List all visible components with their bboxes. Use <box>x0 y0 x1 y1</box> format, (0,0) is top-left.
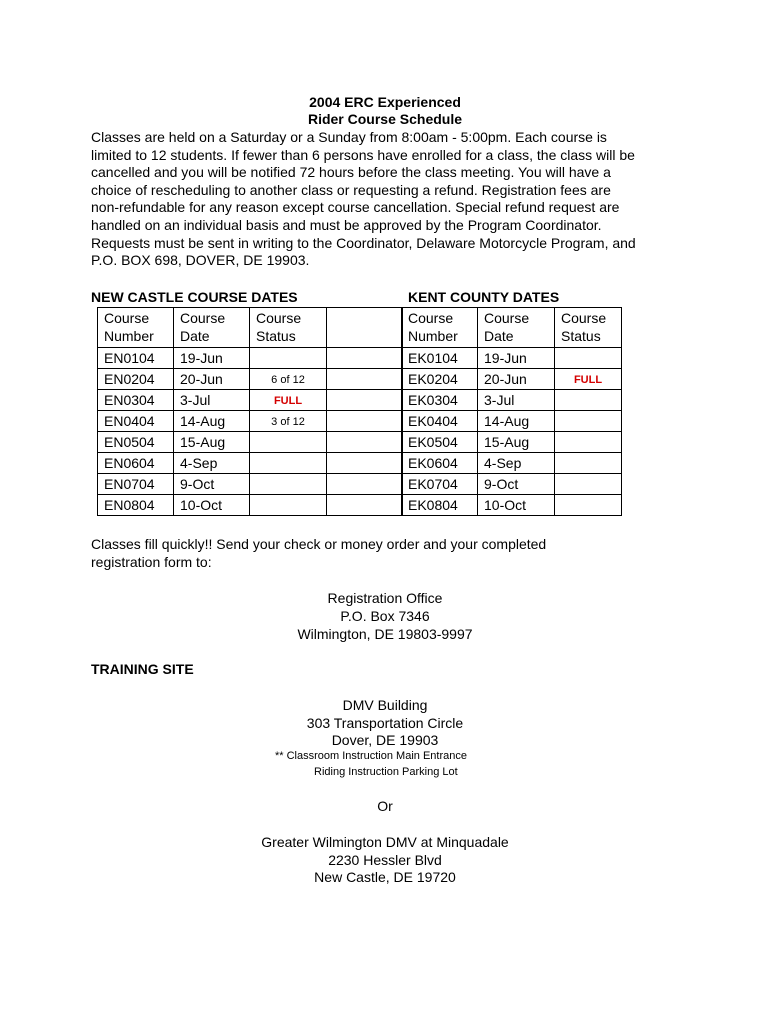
course-date: 9-Oct <box>478 474 555 495</box>
table-header-row <box>402 308 622 348</box>
table-row <box>98 411 403 432</box>
course-status <box>250 432 327 453</box>
intro-paragraph <box>91 129 691 270</box>
empty-cell <box>327 474 403 495</box>
training-site-2-address <box>0 834 770 887</box>
course-status <box>555 411 622 432</box>
header-course-number: Course Number <box>98 308 174 348</box>
header-course-date: Course Date <box>478 308 555 348</box>
course-date: 3-Jul <box>174 390 250 411</box>
kent-county-schedule-table <box>401 307 622 516</box>
course-status <box>250 495 327 516</box>
course-date: 10-Oct <box>478 495 555 516</box>
table-row <box>402 432 622 453</box>
course-number: EK0704 <box>402 474 478 495</box>
site1-street: 303 Transportation Circle <box>306 714 464 731</box>
course-number: EN0304 <box>98 390 174 411</box>
course-date: 20-Jun <box>478 369 555 390</box>
intro-line: handled on an individual basis and must be approved by the Program Coordinator. <box>91 216 602 233</box>
table-row <box>98 390 403 411</box>
course-status <box>555 390 622 411</box>
course-date: 20-Jun <box>174 369 250 390</box>
course-number: EN0504 <box>98 432 174 453</box>
course-date: 9-Oct <box>174 474 250 495</box>
table-row <box>402 390 622 411</box>
course-status <box>250 348 327 369</box>
fill-note-line: Classes fill quickly!! Send your check or money order and your completed <box>91 536 547 552</box>
course-number: EK0804 <box>402 495 478 516</box>
empty-cell <box>327 453 403 474</box>
course-date: 15-Aug <box>174 432 250 453</box>
table-header-row <box>98 308 403 348</box>
course-number: EK0504 <box>402 432 478 453</box>
table-row <box>402 369 622 390</box>
header-course-status: Course Status <box>250 308 327 348</box>
full-status-badge: FULL <box>273 395 303 407</box>
course-status <box>555 348 622 369</box>
intro-line: limited to 12 students. If fewer than 6 persons have enrolled for a class, the class will be <box>91 146 635 163</box>
course-number: EN0204 <box>98 369 174 390</box>
training-site-1-address <box>0 697 770 750</box>
course-number: EN0704 <box>98 474 174 495</box>
registration-office-name: Registration Office <box>327 590 443 606</box>
course-number: EN0604 <box>98 453 174 474</box>
course-date: 19-Jun <box>478 348 555 369</box>
empty-cell <box>327 369 403 390</box>
table-row <box>98 369 403 390</box>
course-number: EN0404 <box>98 411 174 432</box>
new-castle-heading: NEW CASTLE COURSE DATES <box>91 289 298 305</box>
document-title-line1: 2004 ERC Experienced <box>309 94 461 110</box>
or-separator: Or <box>377 798 393 814</box>
course-status <box>250 474 327 495</box>
course-date: 19-Jun <box>174 348 250 369</box>
intro-line: Requests must be sent in writing to the Coordinator, Delaware Motorcycle Program, and <box>91 234 636 251</box>
course-status <box>555 369 622 390</box>
course-status <box>555 474 622 495</box>
table-row <box>98 348 403 369</box>
intro-line: Classes are held on a Saturday or a Sunday from 8:00am - 5:00pm. Each course is <box>91 129 607 145</box>
course-number: EK0404 <box>402 411 478 432</box>
fill-quickly-note <box>91 536 691 571</box>
site2-name: Greater Wilmington DMV at Minquadale <box>261 834 509 850</box>
registration-office-city: Wilmington, DE 19803-9997 <box>297 626 473 642</box>
site2-city: New Castle, DE 19720 <box>314 869 456 885</box>
header-course-date: Course Date <box>174 308 250 348</box>
course-date: 10-Oct <box>174 495 250 516</box>
table-row <box>402 495 622 516</box>
intro-line: non-refundable for any reason except course cancellation. Special refund request are <box>91 199 620 216</box>
course-date: 14-Aug <box>478 411 555 432</box>
course-status <box>555 432 622 453</box>
empty-cell <box>327 348 403 369</box>
table-row <box>402 453 622 474</box>
course-date: 4-Sep <box>174 453 250 474</box>
course-status <box>250 390 327 411</box>
registration-office-address <box>0 589 770 643</box>
intro-line: P.O. BOX 698, DOVER, DE 19903. <box>91 252 310 269</box>
table-row <box>98 474 403 495</box>
course-number: EN0804 <box>98 495 174 516</box>
empty-cell <box>327 390 403 411</box>
table-row <box>98 432 403 453</box>
course-date: 3-Jul <box>478 390 555 411</box>
empty-cell <box>327 411 403 432</box>
kent-county-heading: KENT COUNTY DATES <box>408 289 560 305</box>
table-row <box>98 495 403 516</box>
site1-note-classroom: ** Classroom Instruction Main Entrance <box>275 750 467 762</box>
new-castle-schedule-table <box>97 307 403 516</box>
intro-line: cancelled and you will be notified 72 hours before the class meeting. You will have a <box>91 164 611 181</box>
course-date: 4-Sep <box>478 453 555 474</box>
full-status-badge: FULL <box>573 374 603 386</box>
course-number: EK0304 <box>402 390 478 411</box>
header-course-status: Course Status <box>555 308 622 348</box>
course-date: 15-Aug <box>478 432 555 453</box>
empty-cell <box>327 432 403 453</box>
table-row <box>402 474 622 495</box>
course-status: 6 of 12 <box>250 369 327 390</box>
header-course-number: Course Number <box>402 308 478 348</box>
course-status <box>250 453 327 474</box>
registration-office-box: P.O. Box 7346 <box>340 608 430 624</box>
table-row <box>402 348 622 369</box>
site1-name: DMV Building <box>342 697 428 713</box>
course-number: EK0604 <box>402 453 478 474</box>
table-row <box>98 453 403 474</box>
course-status: 3 of 12 <box>250 411 327 432</box>
header-empty-cell <box>327 308 403 348</box>
document-title-line2: Rider Course Schedule <box>307 111 463 127</box>
course-status <box>555 495 622 516</box>
training-site-heading: TRAINING SITE <box>91 661 194 677</box>
site2-street: 2230 Hessler Blvd <box>328 851 442 868</box>
course-number: EN0104 <box>98 348 174 369</box>
fill-note-line: registration form to: <box>91 553 212 570</box>
intro-line: choice of rescheduling to another class or requesting a refund. Registration fees are <box>91 181 611 198</box>
empty-cell <box>327 495 403 516</box>
course-status <box>555 453 622 474</box>
course-date: 14-Aug <box>174 411 250 432</box>
course-number: EK0104 <box>402 348 478 369</box>
site1-note-riding: Riding Instruction Parking Lot <box>314 766 458 778</box>
site1-city: Dover, DE 19903 <box>331 732 439 748</box>
course-number: EK0204 <box>402 369 478 390</box>
table-row <box>402 411 622 432</box>
